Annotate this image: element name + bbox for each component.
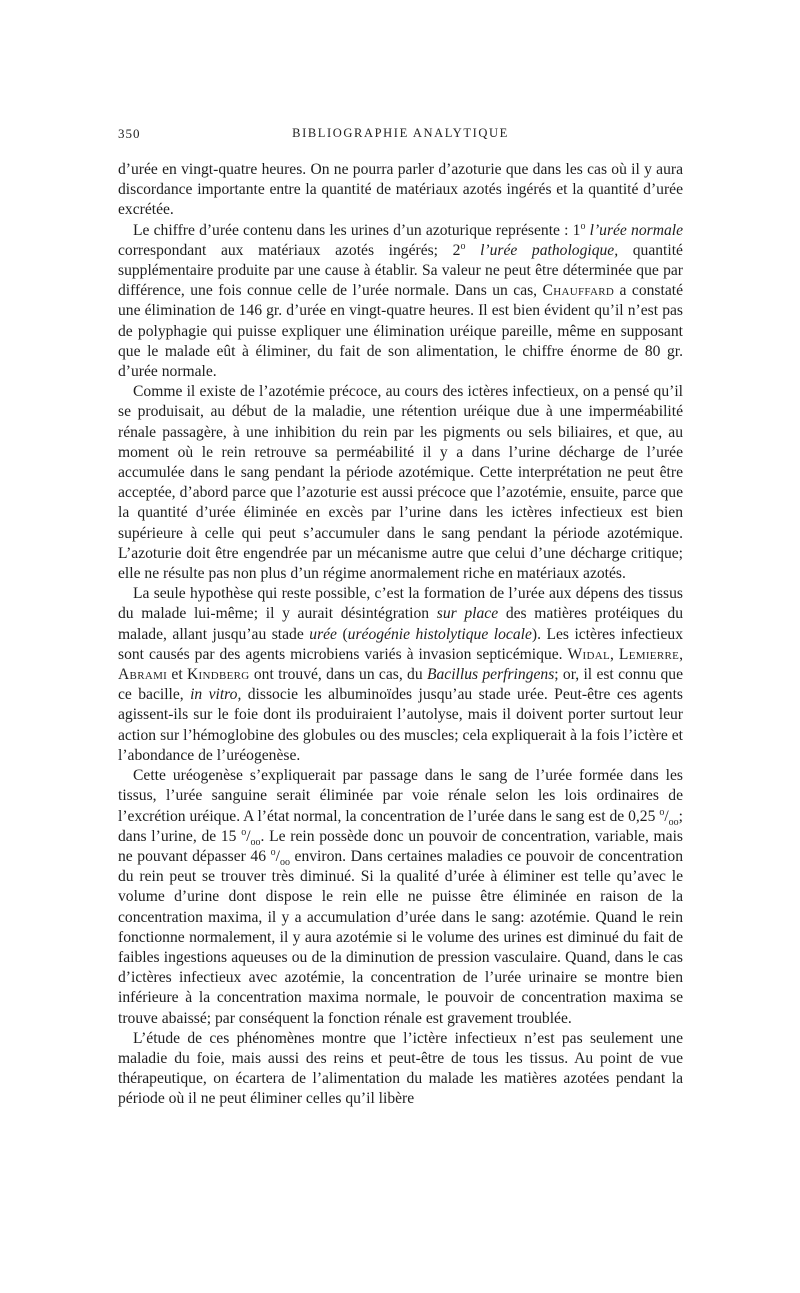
- italic-term: uréogénie histolytique locale: [347, 625, 532, 643]
- italic-term: l’urée normale: [589, 221, 684, 239]
- italic-term: in vitro,: [190, 686, 242, 704]
- per-mille-sign: o: [270, 846, 276, 858]
- per-mille-sign: oo: [250, 836, 261, 848]
- per-mille-sign: oo: [279, 857, 290, 869]
- paragraph-urea-figure: [118, 221, 683, 383]
- text-run: Le chiffre d’urée contenu dans les urines d’un azoturique représente : 1: [133, 221, 581, 239]
- author-name: Kindberg: [187, 666, 250, 684]
- superscript: o: [580, 220, 586, 232]
- superscript: o: [460, 240, 466, 252]
- text-run: ; or, il est connu que ce bacille,: [118, 666, 684, 704]
- paragraph-uregenesis: Cette uréogenèse s’expliquerait par passage dans le sang de l’urée formée dans les tissus, l’urée sanguine serait éliminée par voie rénale selon les lois ordinaires de l’excrétion uréique. A l’état normal, la concentration de l’urée dans le sang est de 0,25 $^o/_{oo}$; dans l’urine, de 15 $^o/_{oo}$. Le rein possède donc un pouvoir de concentration, variable, mais ne pouvant dépasser 46 $^o/_{oo}$ environ. Dans certaines maladies ce pouvoir de concentration du rein peut se trouver très diminué. Si la qualité d’urée à éliminer est telle qu’avec le volume d’urine dont dispose le rein elle ne puisse être éliminée en raison de la concentration maxima, il y a accumulation d’urée dans le sang: azotémie. Quand le rein fonctionne normalement, il y aura azotémie si le volume des urines est diminué du fait de faibles ingestions aqueuses ou de la diminution de pression vasculaire. Quand, dans le cas d’ictères infectieux avec azotémie, la concentration de l’urée urinaire se montre bien inférieure à la concentration maxima normale, le pouvoir de concentration maxima se trouve abaissé; par conséquent la fonction rénale est gravement troublée.: [118, 767, 683, 1027]
- text-run: environ. Dans certaines maladies ce pouvoir de concentration du rein peut se trouver très diminué. Si la qualité d’urée à éliminer est telle qu’avec le volume d’urine dont dispose le rein elle ne puisse être éliminée en raison de la concentration maxima, il y a accumulation d’urée dans le sang: azotémie. Quand le rein fonctionne normalement, il y aura azotémie si le volume des urines est diminué du fait de faibles ingestions aqueuses ou de la diminution de pression vasculaire. Quand, dans le cas d’ictères infectieux avec azotémie, la concentration de l’urée urinaire se montre bien inférieure à la concentration maxima normale, le pouvoir de concentration maxima se trouve abaissé; par conséquent la fonction rénale est gravement troublée.: [118, 847, 683, 1027]
- running-title: BIBLIOGRAPHIE ANALYTIQUE: [292, 126, 509, 140]
- page-header: [118, 126, 683, 146]
- italic-term: l’urée pathologique,: [480, 241, 619, 259]
- text-run: . Le rein possède donc un pouvoir de concentration, variable, mais ne pouvant dépasser 46: [118, 827, 683, 865]
- paragraph-continuation: d’urée en vingt-quatre heures. On ne pourra parler d’azoturie que dans les cas où il y aura discordance importante entre la quantité de matériaux azotés ingérés et la quantité d’urée excrétée.: [118, 161, 683, 219]
- text-run: Cette uréogenèse s’expliquerait par passage dans le sang de l’urée formée dans les tissus, l’urée sanguine serait éliminée par voie rénale selon les lois ordinaires de l’excrétion uréique. A l’état normal, la concentration de l’urée dans le sang est de 0,25: [118, 767, 683, 825]
- per-mille-sign: o: [241, 826, 247, 838]
- text-run: ont trouvé, dans un cas, du: [249, 666, 427, 684]
- paragraph-hypothesis: [118, 584, 683, 766]
- author-name: Widal: [567, 645, 611, 663]
- text-run: (: [336, 625, 348, 643]
- italic-term: Bacillus perfringens: [426, 666, 555, 684]
- per-mille-sign: o: [659, 806, 665, 818]
- text-run: ,: [610, 645, 619, 663]
- text-run: dissocie les albuminoïdes jusqu’au stade urée. Peut-être ces agents agissent-ils sur le foie dont ils produiraient l’autolyse, mais il doivent porter surtout leur action sur l’hémoglobine des globules ou des muscles; cela expliquerait à la fois l’ictère et l’abondance de l’uréogenèse.: [118, 686, 683, 764]
- italic-term: urée: [309, 625, 337, 643]
- per-mille-sign: oo: [668, 816, 679, 828]
- author-name: Chauffard: [542, 282, 615, 300]
- text-run: ,: [679, 645, 684, 663]
- text-run: quantité supplémentaire produite par une cause à établir. Sa valeur ne peut être déterminée que par différence, une fois connue celle de l’urée normale. Dans un cas,: [118, 241, 683, 300]
- paragraph-conclusion: L’étude de ces phénomènes montre que l’ictère infectieux n’est pas seulement une maladie du foie, mais aussi des reins et peut-être de tous les tissus. Au point de vue thérapeutique, on écartera de l’alimentation du malade les matières azotées pendant la période où il ne peut éliminer celles qu’il libère: [118, 1029, 683, 1108]
- paragraph-azotemia: Comme il existe de l’azotémie précoce, au cours des ictères infectieux, on a pensé qu’il se produisait, au début de la maladie, une rétention uréique due à une imperméabilité rénale passagère, à une inhibition du rein par les pigments ou sels biliaires, et que, au moment où le rein retrouve sa perméabilité il y a dans l’urine décharge de l’urée accumulée dans le sang pendant la période azotémique. Cette interprétation ne peut être acceptée, d’abord parce que l’azoturie est aussi précoce que l’azotémie, ensuite, parce que la quantité d’urée éliminée en excès par l’urine dans les ictères infectieux est bien supérieure à celle qui peut s’accumuler dans le sang pendant la période azotémique. L’azoturie doit être engendrée par un mécanisme autre que celui d’une décharge critique; elle ne résulte pas non plus d’un régime anormalement riche en matériaux azotés.: [118, 383, 683, 583]
- page-number: 350: [118, 126, 141, 141]
- text-run: correspondant aux matériaux azotés ingérés; 2: [118, 241, 461, 259]
- text-run: des matières protéiques du malade, allant jusqu’au stade: [118, 605, 684, 643]
- author-name: Lemierre: [618, 645, 680, 663]
- italic-term: sur place: [436, 605, 499, 623]
- author-name: Abrami: [118, 666, 168, 684]
- text-run: ; dans l’urine, de 15: [118, 807, 683, 845]
- text-run: et: [167, 666, 187, 684]
- body-text: [118, 160, 683, 1110]
- text-run: La seule hypothèse qui reste possible, c’est la formation de l’urée aux dépens des tissus du malade lui-même; il y aurait désintégration: [118, 585, 683, 623]
- text-run: a constaté une élimination de 146 gr. d’urée en vingt-quatre heures. Il est bien évident qu’il n’est pas de polyphagie qui puisse expliquer une élimination uréique pareille, même en supposant que le malade eût à éliminer, du fait de son alimentation, le chiffre énorme de 80 gr. d’urée normale.: [118, 282, 684, 381]
- text-run: ). Les ictères infectieux sont causés par des agents microbiens variés à invasion septicémique.: [118, 625, 683, 663]
